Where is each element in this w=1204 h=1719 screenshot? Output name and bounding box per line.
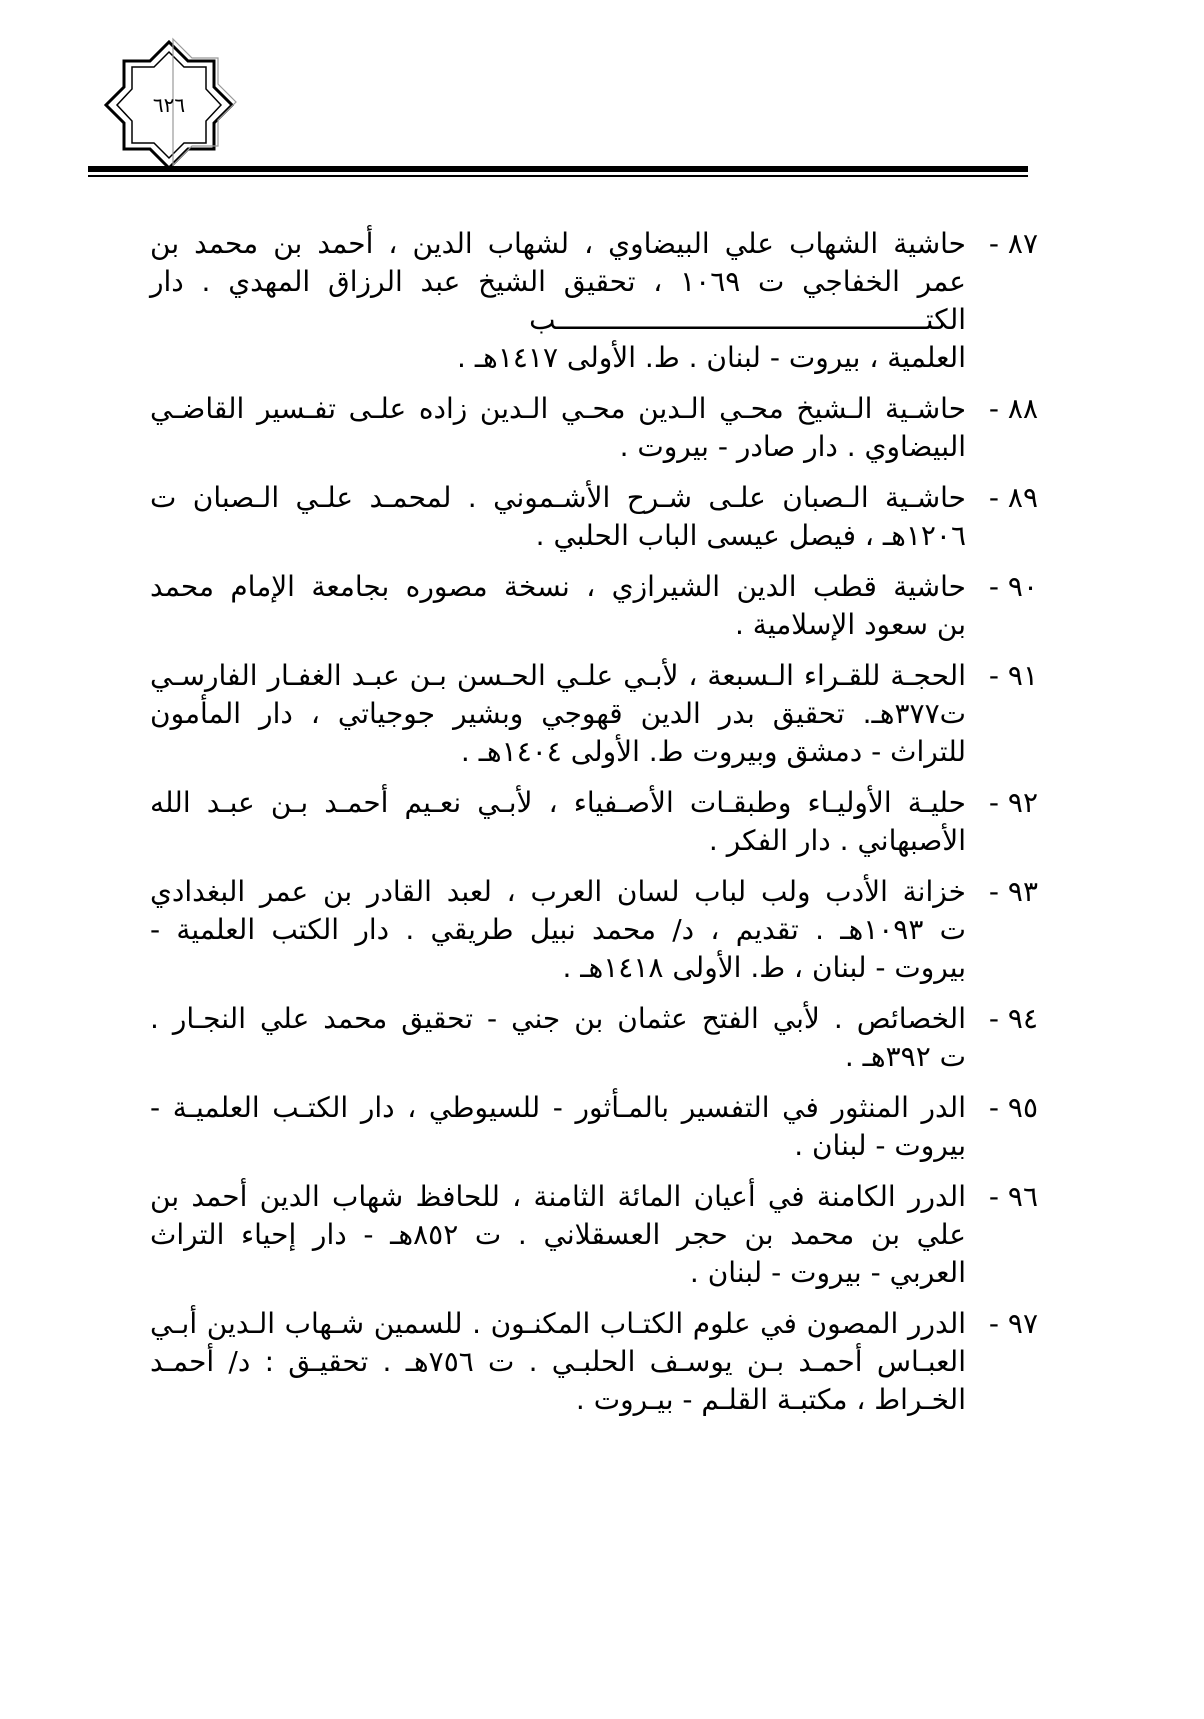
entry-number: ٩٣ - bbox=[988, 875, 1038, 908]
entry-line: حاشـية الـصبان علـى شـرح الأشـموني . لمحمـد علـي الـصبان ت bbox=[150, 481, 966, 514]
entry-line: الدر المنثور في التفسير بالمـأثور - للسيوطي ، دار الكتـب العلميـة - bbox=[150, 1091, 966, 1124]
entry-text bbox=[150, 225, 966, 377]
bibliography-entry bbox=[150, 657, 1038, 771]
entry-number: ٩٦ - bbox=[988, 1180, 1038, 1213]
entry-line: بيروت - لبنان ، ط. الأولى ١٤١٨هـ . bbox=[562, 951, 966, 984]
entry-line: حاشـية الـشيخ محـي الـدين محـي الـدين زاده علـى تفـسير القاضـي bbox=[150, 392, 966, 425]
entry-number: ٩٤ - bbox=[988, 1002, 1038, 1035]
entry-line: ت ٣٩٢هـ . bbox=[844, 1040, 966, 1073]
bibliography-entry bbox=[150, 479, 1038, 555]
header-rule-thick bbox=[88, 166, 1028, 172]
entry-line: الدرر المصون في علوم الكتـاب المكنـون . للسمين شـهاب الـدين أبـي bbox=[150, 1307, 966, 1340]
bibliography-entry bbox=[150, 1305, 1038, 1419]
entry-line: ت ١٠٩٣هـ . تقديم ، د/ محمد نبيل طريقي . دار الكتب العلمية - bbox=[150, 913, 967, 946]
bibliography-entry bbox=[150, 873, 1038, 987]
bibliography-list bbox=[150, 225, 1038, 1432]
entry-text bbox=[150, 657, 966, 771]
bibliography-entry bbox=[150, 568, 1038, 644]
entry-text bbox=[150, 873, 966, 987]
bibliography-entry bbox=[150, 1000, 1038, 1076]
entry-line: حليـة الأوليـاء وطبقـات الأصـفياء ، لأبـي نعـيم أحمـد بـن عبـد الله bbox=[150, 786, 966, 819]
entry-line: العبـاس أحمـد بـن يوسـف الحلبـي . ت ٧٥٦هـ . تحقيـق : د/ أحمـد bbox=[150, 1345, 966, 1378]
entry-text bbox=[150, 784, 966, 860]
entry-line: الحجـة للقـراء الـسبعة ، لأبـي علـي الحـسن بـن عبـد الغفـار الفارسـي bbox=[150, 659, 966, 692]
entry-text bbox=[150, 1089, 966, 1165]
entry-line: الخـراط ، مكتبـة القلـم - بيـروت . bbox=[575, 1383, 966, 1416]
entry-line: حاشية قطب الدين الشيرازي ، نسخة مصوره بجامعة الإمام محمد bbox=[150, 570, 966, 603]
entry-number: ٩٠ - bbox=[988, 570, 1038, 603]
entry-number: ٩١ - bbox=[988, 659, 1038, 692]
entry-number: ٩٧ - bbox=[988, 1307, 1038, 1340]
bibliography-entry bbox=[150, 225, 1038, 377]
entry-line: الخصائص . لأبي الفتح عثمان بن جني - تحقيق محمد علي النجـار . bbox=[150, 1002, 966, 1035]
entry-text bbox=[150, 568, 966, 644]
entry-number: ٩٢ - bbox=[988, 786, 1038, 819]
entry-line: بيروت - لبنان . bbox=[794, 1129, 966, 1162]
entry-line: علي بن محمد بن حجر العسقلاني . ت ٨٥٢هـ - دار إحياء التراث bbox=[150, 1218, 966, 1251]
entry-text bbox=[150, 390, 966, 466]
entry-text bbox=[150, 1000, 966, 1076]
bibliography-entry bbox=[150, 1178, 1038, 1292]
entry-line: العلمية ، بيروت - لبنان . ط. الأولى ١٤١٧هـ . bbox=[457, 341, 966, 374]
entry-line: الدرر الكامنة في أعيان المائة الثامنة ، للحافظ شهاب الدين أحمد بن bbox=[150, 1180, 966, 1213]
entry-number: ٨٩ - bbox=[988, 481, 1038, 514]
entry-text bbox=[150, 479, 966, 555]
entry-line: حاشية الشهاب علي البيضاوي ، لشهاب الدين ، أحمد بن محمد بن bbox=[150, 227, 966, 260]
entry-text bbox=[150, 1305, 966, 1419]
entry-line: العربي - بيروت - لبنان . bbox=[689, 1256, 966, 1289]
header-rule-thin bbox=[88, 175, 1028, 177]
entry-text bbox=[150, 1178, 966, 1292]
entry-number: ٨٨ - bbox=[988, 392, 1038, 425]
entry-number: ٨٧ - bbox=[988, 227, 1038, 260]
page-number: ٦٢٦ bbox=[152, 93, 186, 117]
bibliography-entry bbox=[150, 390, 1038, 466]
entry-line: ت٣٧٧هـ. تحقيق بدر الدين قهوجي وبشير جوجياتي ، دار المأمون bbox=[150, 697, 966, 730]
entry-number: ٩٥ - bbox=[988, 1091, 1038, 1124]
entry-line: الكتـــــــــــــــــــــــــــــــــــــــــــــب bbox=[529, 303, 966, 336]
entry-line: خزانة الأدب ولب لباب لسان العرب ، لعبد القادر بن عمر البغدادي bbox=[150, 875, 966, 908]
entry-line: البيضاوي . دار صادر - بيروت . bbox=[619, 430, 966, 463]
entry-line: الأصبهاني . دار الفكر . bbox=[708, 824, 966, 857]
entry-line: للتراث - دمشق وبيروت ط. الأولى ١٤٠٤هـ . bbox=[460, 735, 966, 768]
bibliography-entry bbox=[150, 1089, 1038, 1165]
bibliography-entry bbox=[150, 784, 1038, 860]
entry-line: بن سعود الإسلامية . bbox=[735, 608, 966, 641]
entry-line: ١٢٠٦هـ ، فيصل عيسى الباب الحلبي . bbox=[535, 519, 966, 552]
entry-line: عمر الخفاجي ت ١٠٦٩ ، تحقيق الشيخ عبد الرزاق المهدي . دار bbox=[150, 265, 966, 298]
